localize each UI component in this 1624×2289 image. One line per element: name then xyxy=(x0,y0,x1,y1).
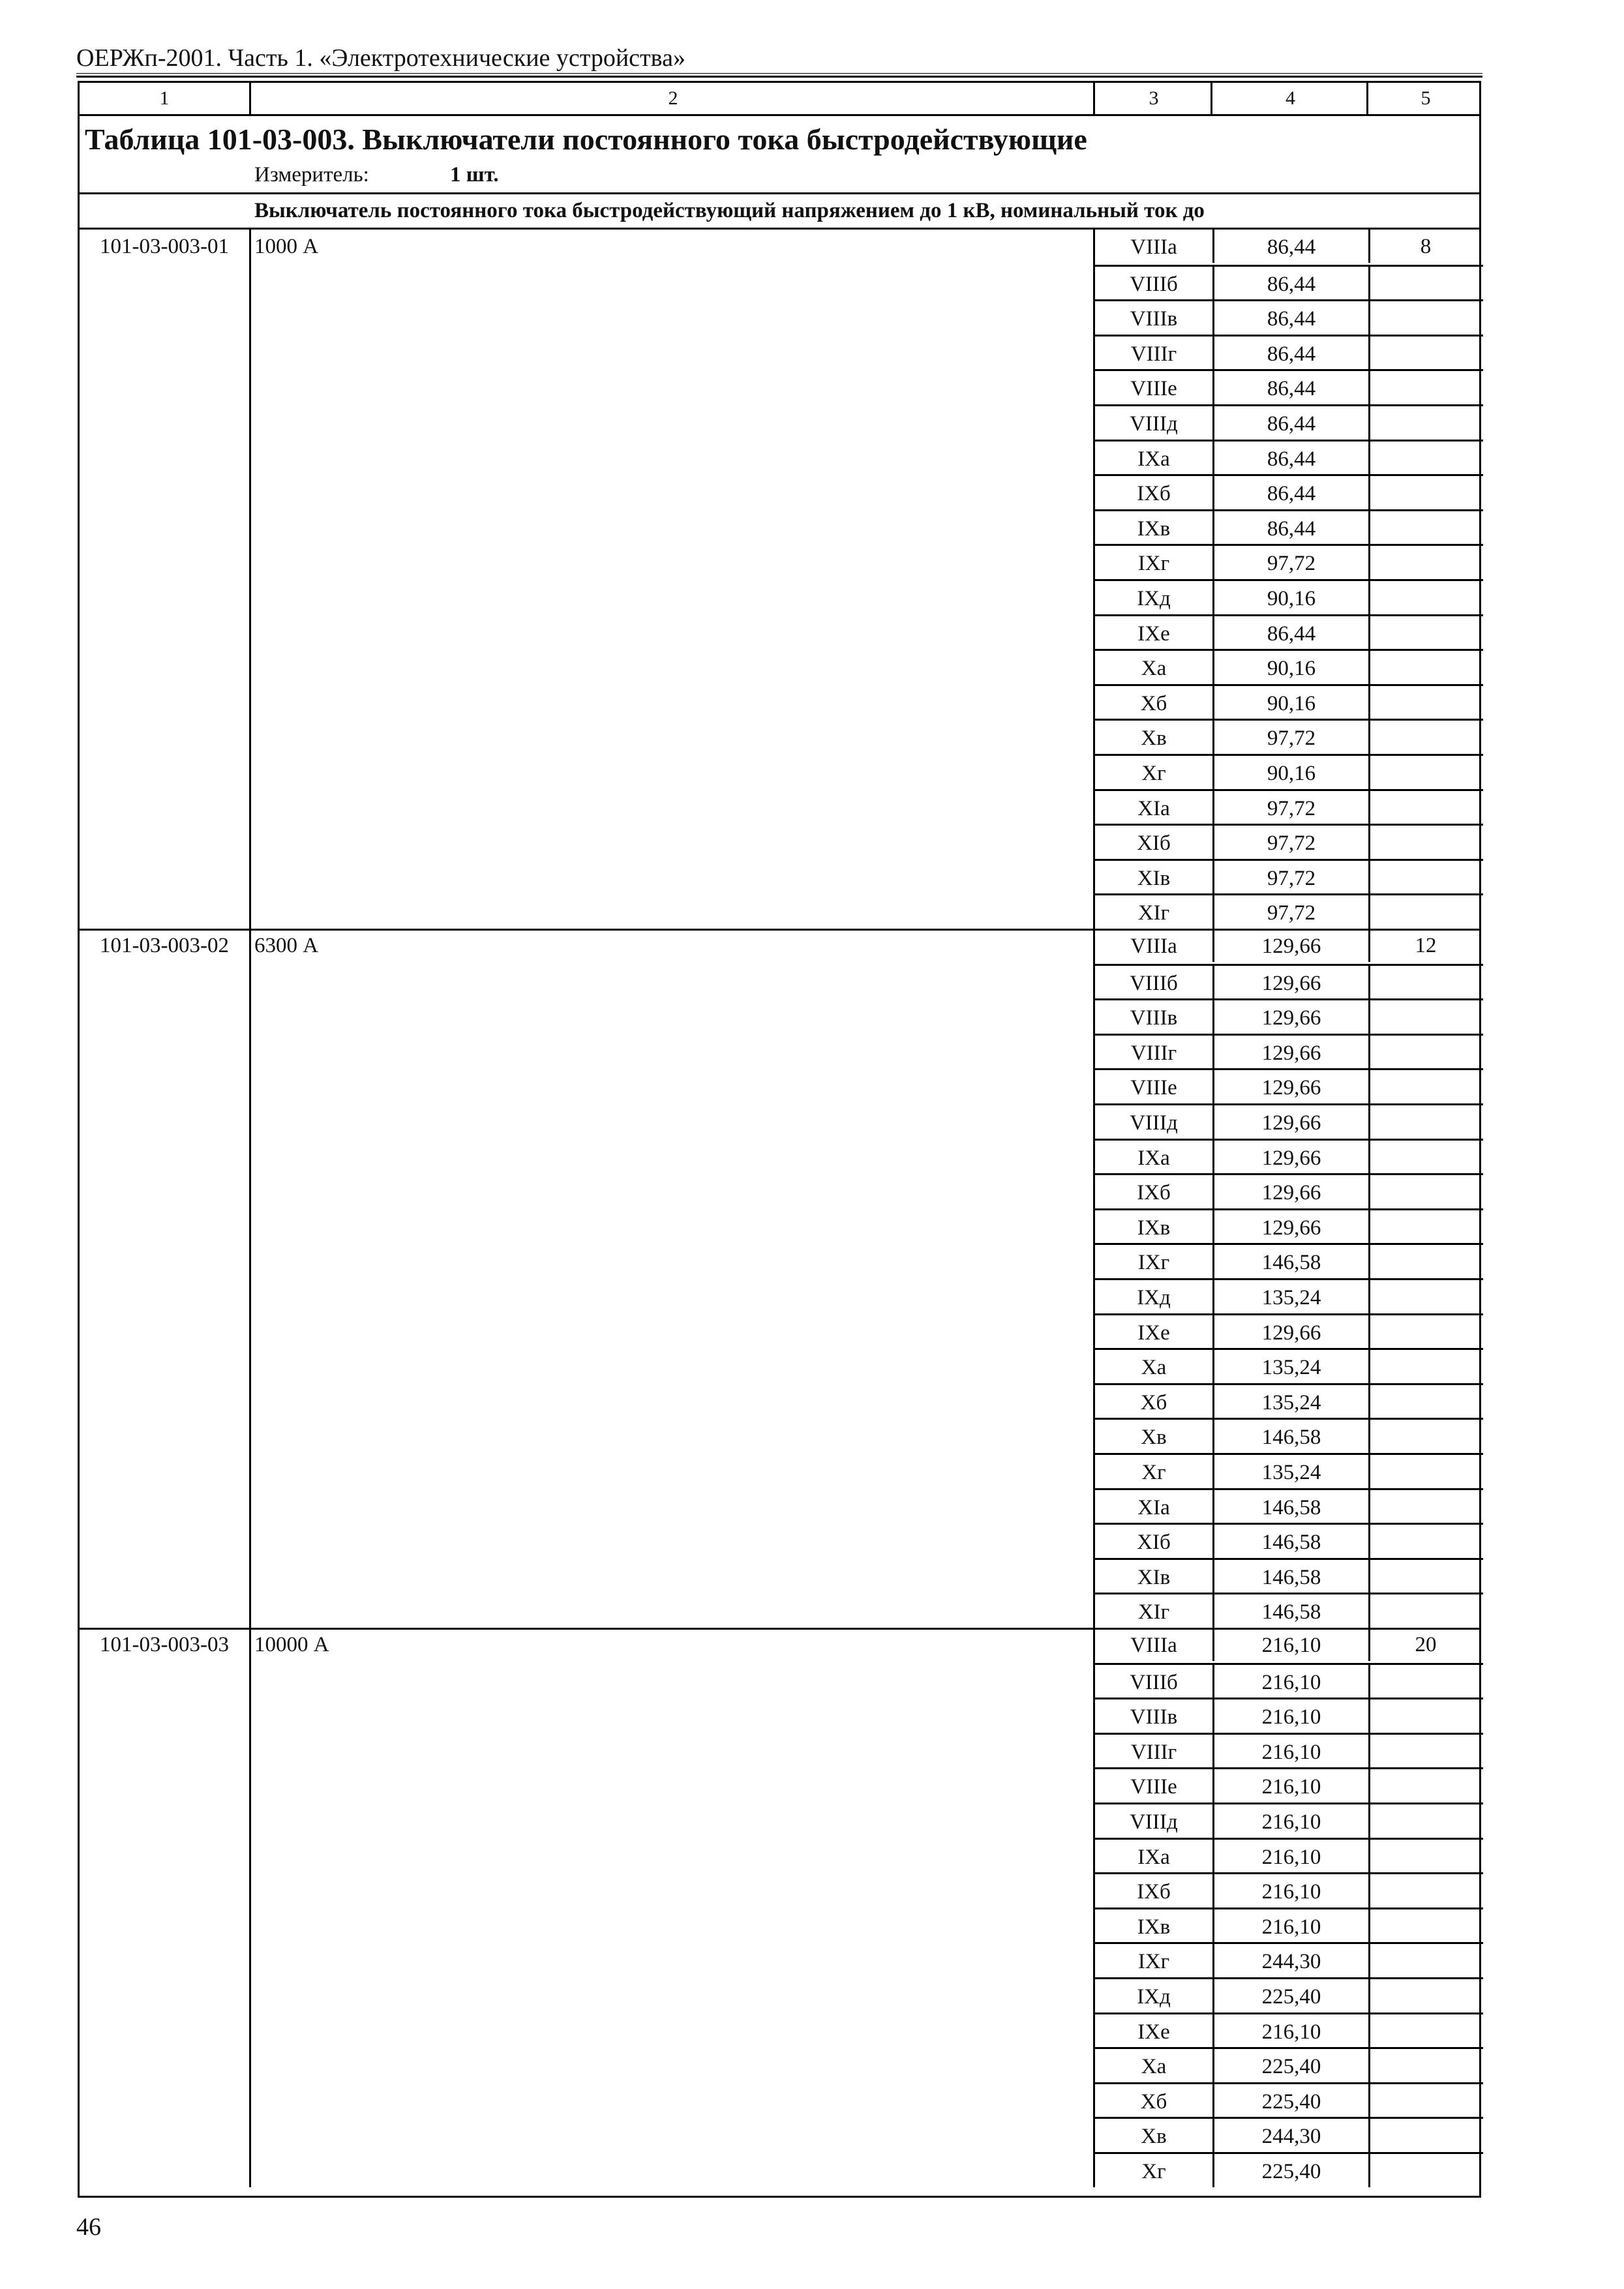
zone-cell: XIв xyxy=(1137,1565,1171,1589)
section-caption-text: Выключатель постоянного тока быстродействующий напряжением до 1 кВ, номинальный ток до xyxy=(254,199,1205,222)
item-description: 6300 А xyxy=(254,934,319,957)
measure-label: Измеритель: xyxy=(254,163,369,187)
price-cell: 86,44 xyxy=(1212,371,1370,404)
table-row xyxy=(1095,859,1483,894)
zone-cell: IXг xyxy=(1137,552,1170,576)
price-cell: 90,16 xyxy=(1212,686,1370,719)
column-divider xyxy=(249,230,251,929)
table-title: Таблица 101-03-003. Выключатели постоянного тока быстродействующие xyxy=(85,123,1087,156)
item-coefficient: 8 xyxy=(1420,235,1432,258)
table-group xyxy=(80,929,1479,1628)
price-cell: 146,58 xyxy=(1212,1420,1370,1453)
zone-cell: Xб xyxy=(1140,2089,1167,2114)
price-cell: 216,10 xyxy=(1212,1909,1370,1943)
zone-cell: Xб xyxy=(1140,691,1167,715)
price-cell: 244,30 xyxy=(1212,2119,1370,2152)
table-row xyxy=(1095,1173,1483,1208)
zone-cell: IXа xyxy=(1137,447,1170,471)
zone-cell: VIIIа xyxy=(1130,935,1177,958)
table-row xyxy=(1095,1243,1483,1278)
price-cell: 135,24 xyxy=(1212,1280,1370,1313)
column-divider xyxy=(1366,83,1368,114)
item-code: 101-03-003-01 xyxy=(100,235,229,258)
price-cell: 216,10 xyxy=(1212,1874,1370,1908)
price-cell: 216,10 xyxy=(1212,1735,1370,1768)
price-cell: 86,44 xyxy=(1212,267,1370,300)
table-row xyxy=(1095,684,1483,719)
column-divider xyxy=(1093,1628,1095,2187)
zone-cell: XIб xyxy=(1137,831,1171,856)
table-row xyxy=(1095,404,1483,440)
table-row xyxy=(1095,579,1483,614)
zone-cell: VIIIб xyxy=(1130,272,1178,296)
zone-cell: XIа xyxy=(1137,1495,1170,1519)
table-row xyxy=(1095,929,1483,964)
table-row xyxy=(1095,1313,1483,1349)
zone-cell: IXг xyxy=(1137,1950,1170,1974)
item-coefficient: 20 xyxy=(1415,1633,1437,1656)
price-cell: 90,16 xyxy=(1212,581,1370,614)
zone-cell: VIIIа xyxy=(1130,235,1177,259)
zone-cell: XIг xyxy=(1137,1600,1170,1624)
zone-cell: VIIIб xyxy=(1130,971,1178,995)
table-row xyxy=(1095,1558,1483,1593)
measure-value: 1 шт. xyxy=(450,163,499,187)
zone-cell: IXе xyxy=(1137,1321,1170,1345)
table-row xyxy=(1095,1767,1483,1803)
zone-cell: VIIIе xyxy=(1130,1775,1177,1799)
zone-cell: IXд xyxy=(1137,1985,1171,2009)
table-row xyxy=(1095,369,1483,404)
column-number-2: 2 xyxy=(668,87,678,109)
price-cell: 86,44 xyxy=(1212,441,1370,475)
table-row xyxy=(1095,1103,1483,1139)
table-row xyxy=(1095,1523,1483,1558)
price-cell: 90,16 xyxy=(1212,756,1370,789)
table-row xyxy=(1095,1838,1483,1873)
price-cell: 146,58 xyxy=(1212,1525,1370,1558)
zone-cell: IXд xyxy=(1137,1286,1171,1309)
zone-cell: Xв xyxy=(1141,1426,1167,1450)
zone-cell: IXб xyxy=(1137,1181,1171,1205)
zone-cell: VIIIг xyxy=(1130,1740,1177,1764)
table-row xyxy=(1095,754,1483,789)
table-row xyxy=(1095,230,1483,265)
price-cell: 216,10 xyxy=(1212,1769,1370,1803)
column-divider xyxy=(1093,929,1095,1628)
price-cell: 97,72 xyxy=(1212,721,1370,754)
running-title: ОЕРЖп-2001. Часть 1. «Электротехнические устройства» xyxy=(76,40,1482,78)
price-cell: 129,66 xyxy=(1212,1070,1370,1103)
price-table xyxy=(78,81,1481,2198)
price-cell: 86,44 xyxy=(1212,301,1370,335)
price-cell: 146,58 xyxy=(1212,1245,1370,1278)
zone-cell: VIIIе xyxy=(1130,377,1177,401)
table-row xyxy=(1095,649,1483,684)
table-row xyxy=(1095,2012,1483,2048)
zone-cell: IXб xyxy=(1137,1880,1171,1904)
price-cell: 90,16 xyxy=(1212,651,1370,684)
item-code: 101-03-003-02 xyxy=(100,934,229,957)
price-cell: 86,44 xyxy=(1212,337,1370,370)
price-cell: 86,44 xyxy=(1212,616,1370,650)
zone-cell: VIIIд xyxy=(1130,1810,1178,1834)
price-cell: 129,66 xyxy=(1212,1175,1370,1208)
price-cell: 129,66 xyxy=(1212,1141,1370,1174)
price-cell: 97,72 xyxy=(1212,791,1370,824)
column-number-3: 3 xyxy=(1149,87,1159,109)
price-cell: 216,10 xyxy=(1212,1804,1370,1838)
column-number-1: 1 xyxy=(159,87,170,109)
price-cell: 146,58 xyxy=(1212,1490,1370,1523)
zone-cell: VIIIг xyxy=(1130,1041,1177,1065)
zone-cell: XIв xyxy=(1137,866,1171,890)
column-divider xyxy=(1210,83,1212,114)
zone-cell: XIг xyxy=(1137,901,1170,925)
price-cell: 244,30 xyxy=(1212,1944,1370,1977)
price-cell: 86,44 xyxy=(1212,476,1370,509)
table-row xyxy=(1095,2152,1483,2187)
price-cell: 225,40 xyxy=(1212,2154,1370,2187)
zone-cell: VIIIе xyxy=(1130,1076,1177,1100)
price-cell: 129,66 xyxy=(1212,929,1370,962)
price-cell: 86,44 xyxy=(1212,406,1370,440)
zone-cell: Xг xyxy=(1141,2160,1166,2183)
table-row xyxy=(1095,299,1483,335)
table-row xyxy=(1095,544,1483,579)
price-cell: 97,72 xyxy=(1212,546,1370,579)
table-row xyxy=(1095,1663,1483,1698)
table-row xyxy=(1095,1208,1483,1244)
price-cell: 225,40 xyxy=(1212,1979,1370,2012)
table-row xyxy=(1095,2047,1483,2082)
zone-cell: IXе xyxy=(1137,621,1170,646)
price-cell: 135,24 xyxy=(1212,1455,1370,1488)
table-row xyxy=(1095,509,1483,545)
column-divider xyxy=(249,83,251,114)
zone-cell: Xа xyxy=(1141,2055,1167,2079)
table-row xyxy=(1095,1908,1483,1943)
price-cell: 135,24 xyxy=(1212,1385,1370,1418)
table-row xyxy=(1095,1139,1483,1174)
price-cell: 86,44 xyxy=(1212,511,1370,545)
price-cell: 86,44 xyxy=(1212,230,1370,263)
price-cell: 216,10 xyxy=(1212,1699,1370,1733)
table-row xyxy=(1095,474,1483,509)
zone-cell: Xа xyxy=(1141,657,1167,681)
zone-cell: IXа xyxy=(1137,1845,1170,1869)
table-row xyxy=(1095,1977,1483,2012)
price-cell: 216,10 xyxy=(1212,1840,1370,1873)
table-row xyxy=(1095,1453,1483,1488)
zone-cell: XIб xyxy=(1137,1531,1171,1555)
table-row xyxy=(1095,614,1483,650)
price-cell: 216,10 xyxy=(1212,2014,1370,2048)
zone-cell: Xв xyxy=(1141,2125,1167,2149)
zone-cell: IXг xyxy=(1137,1251,1170,1275)
table-row xyxy=(1095,789,1483,824)
column-divider xyxy=(249,1628,251,2187)
table-row xyxy=(1095,964,1483,999)
zone-cell: VIIIд xyxy=(1130,412,1178,436)
price-cell: 225,40 xyxy=(1212,2084,1370,2117)
price-cell: 97,72 xyxy=(1212,895,1370,929)
table-row xyxy=(1095,1418,1483,1453)
table-row xyxy=(1095,998,1483,1034)
price-cell: 129,66 xyxy=(1212,1000,1370,1034)
item-code: 101-03-003-03 xyxy=(100,1633,229,1656)
column-divider xyxy=(1093,83,1095,114)
table-row xyxy=(1095,1488,1483,1523)
table-row xyxy=(1095,1803,1483,1838)
zone-cell: VIIIв xyxy=(1130,1006,1178,1030)
table-row xyxy=(1095,1593,1483,1628)
zone-cell: VIIIб xyxy=(1130,1670,1178,1694)
price-cell: 225,40 xyxy=(1212,2049,1370,2082)
price-cell: 97,72 xyxy=(1212,826,1370,859)
zone-cell: IXв xyxy=(1137,1915,1171,1939)
zone-cell: Xг xyxy=(1141,1461,1166,1484)
zone-cell: XIа xyxy=(1137,796,1170,820)
table-row xyxy=(1095,719,1483,754)
table-row xyxy=(1095,1872,1483,1908)
zone-cell: IXб xyxy=(1137,482,1171,506)
zone-cell: IXа xyxy=(1137,1146,1170,1170)
price-cell: 135,24 xyxy=(1212,1350,1370,1383)
column-number-4: 4 xyxy=(1286,87,1295,109)
zone-cell: VIIIв xyxy=(1130,307,1178,331)
zone-cell: VIIIг xyxy=(1130,342,1177,366)
table-row xyxy=(1095,335,1483,370)
table-row xyxy=(1095,1068,1483,1103)
table-group xyxy=(80,230,1479,929)
table-row xyxy=(1095,1348,1483,1383)
zone-cell: Xа xyxy=(1141,1356,1167,1380)
table-row xyxy=(1095,265,1483,300)
zone-cell: VIIIа xyxy=(1130,1634,1177,1657)
price-cell: 129,66 xyxy=(1212,1105,1370,1139)
header-rule xyxy=(76,73,1482,74)
page-number: 46 xyxy=(76,2213,101,2241)
zone-cell: Xв xyxy=(1141,726,1167,751)
column-divider xyxy=(1093,230,1095,929)
table-group xyxy=(80,1628,1479,2187)
zone-cell: IXе xyxy=(1137,2020,1170,2044)
price-cell: 146,58 xyxy=(1212,1594,1370,1628)
table-row xyxy=(1095,1383,1483,1418)
section-caption xyxy=(80,194,1479,230)
table-row xyxy=(1095,1698,1483,1733)
column-divider xyxy=(249,929,251,1628)
item-description: 10000 А xyxy=(254,1633,329,1656)
price-cell: 216,10 xyxy=(1212,1628,1370,1661)
zone-cell: VIIIд xyxy=(1130,1111,1178,1135)
table-row xyxy=(1095,1628,1483,1663)
table-row xyxy=(1095,1942,1483,1977)
table-row xyxy=(1095,824,1483,859)
zone-cell: IXд xyxy=(1137,587,1171,610)
zone-cell: Xг xyxy=(1141,762,1166,785)
item-coefficient: 12 xyxy=(1415,934,1437,957)
zone-cell: Xб xyxy=(1140,1390,1167,1414)
item-description: 1000 А xyxy=(254,235,319,258)
table-row xyxy=(1095,893,1483,929)
price-cell: 129,66 xyxy=(1212,966,1370,999)
price-cell: 216,10 xyxy=(1212,1665,1370,1698)
price-cell: 129,66 xyxy=(1212,1210,1370,1244)
price-cell: 97,72 xyxy=(1212,861,1370,894)
column-number-row xyxy=(80,83,1479,116)
price-cell: 129,66 xyxy=(1212,1315,1370,1349)
table-row xyxy=(1095,440,1483,475)
table-row xyxy=(1095,1034,1483,1069)
table-title-block xyxy=(80,116,1479,194)
zone-cell: IXв xyxy=(1137,1216,1171,1240)
table-row xyxy=(1095,1733,1483,1768)
zone-cell: IXв xyxy=(1137,516,1171,541)
table-row xyxy=(1095,2117,1483,2152)
column-number-5: 5 xyxy=(1421,87,1431,109)
table-row xyxy=(1095,2082,1483,2117)
zone-cell: VIIIв xyxy=(1130,1705,1178,1729)
table-row xyxy=(1095,1278,1483,1313)
price-cell: 129,66 xyxy=(1212,1036,1370,1069)
price-cell: 146,58 xyxy=(1212,1560,1370,1593)
